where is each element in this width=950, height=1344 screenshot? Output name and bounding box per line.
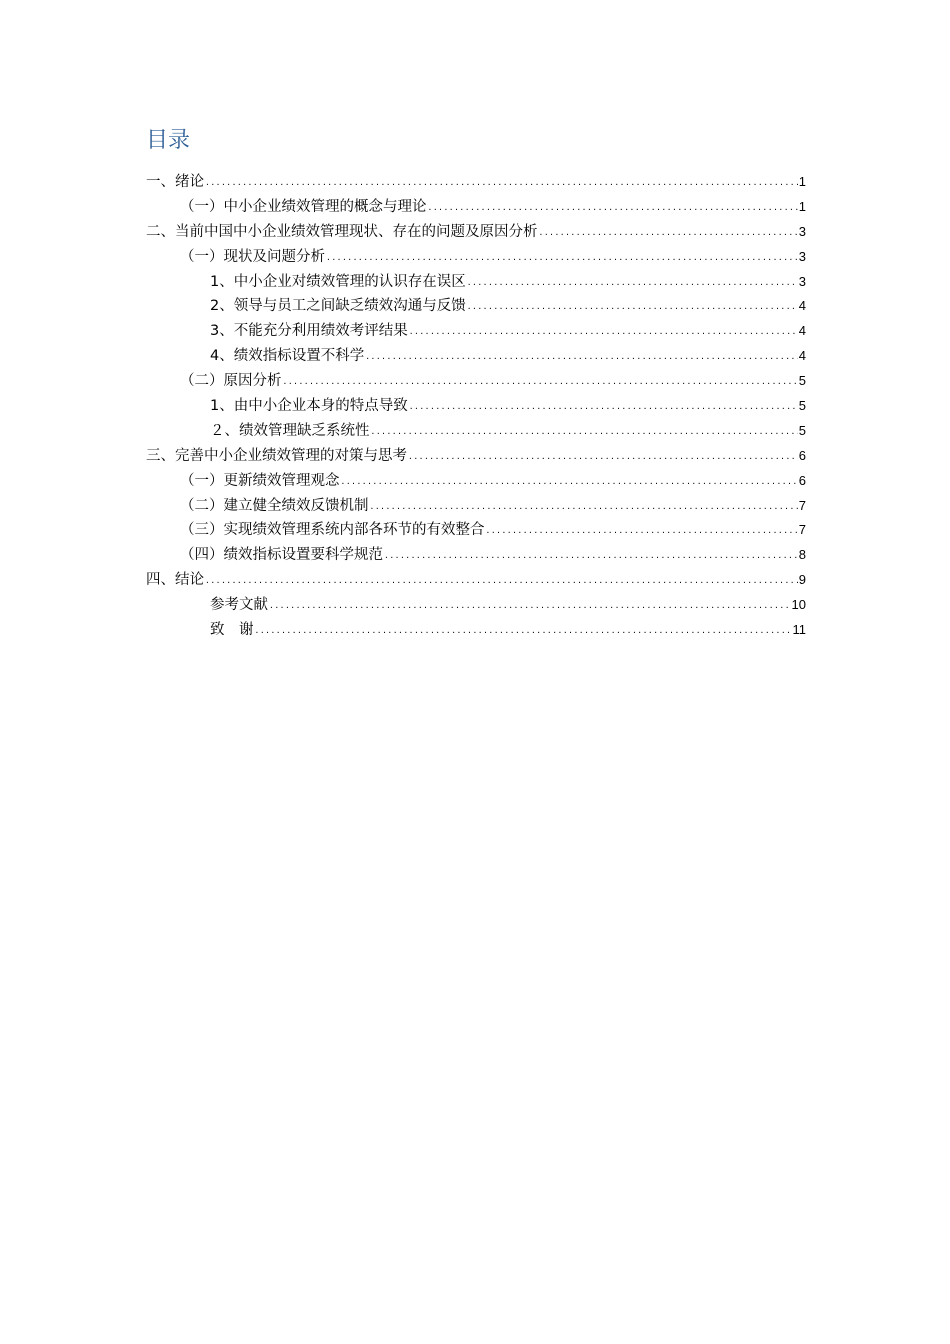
toc-entry[interactable]	[146, 394, 806, 419]
toc-entry[interactable]	[146, 294, 806, 319]
table-of-contents	[146, 170, 806, 643]
toc-entry-page-number: 7	[798, 497, 806, 513]
toc-entry-label: 4、绩效指标设置不科学	[210, 348, 365, 365]
toc-entry-page-number: 3	[798, 223, 806, 239]
toc-entry[interactable]	[146, 170, 806, 195]
dot-leader	[408, 445, 798, 470]
toc-entry-label: 3、不能充分利用绩效考评结果	[210, 323, 408, 340]
toc-entry-page-number: 1	[798, 198, 806, 214]
dot-leader	[365, 345, 798, 370]
toc-entry-label: （二）原因分析	[180, 373, 282, 390]
dot-leader	[371, 420, 798, 445]
toc-entry-label: 1、由中小企业本身的特点导致	[210, 398, 408, 415]
toc-entry[interactable]	[146, 195, 806, 220]
dot-leader	[409, 320, 798, 345]
toc-entry[interactable]	[146, 245, 806, 270]
toc-entry[interactable]	[146, 518, 806, 543]
toc-heading: 目录	[146, 128, 191, 153]
toc-entry-page-number: 3	[798, 248, 806, 264]
toc-entry-page-number: 6	[798, 447, 806, 463]
toc-entry-label: 致 谢	[210, 622, 254, 639]
toc-entry-page-number: 9	[798, 572, 806, 588]
toc-entry-label: 2、领导与员工之间缺乏绩效沟通与反馈	[210, 298, 466, 315]
toc-entry-label: （一）中小企业绩效管理的概念与理论	[180, 198, 427, 215]
toc-entry-page-number: 4	[798, 323, 806, 339]
toc-entry[interactable]	[146, 270, 806, 295]
toc-entry-page-number: 1	[798, 174, 806, 189]
dot-leader	[409, 395, 798, 420]
toc-entry-page-number: 4	[798, 298, 806, 314]
toc-entry[interactable]	[146, 543, 806, 568]
toc-entry[interactable]	[146, 469, 806, 494]
toc-entry[interactable]	[146, 369, 806, 394]
toc-entry[interactable]	[146, 419, 806, 444]
dot-leader	[428, 196, 798, 221]
toc-entry[interactable]	[146, 319, 806, 344]
toc-entry[interactable]	[146, 494, 806, 519]
dot-leader	[205, 171, 798, 196]
toc-entry-page-number: 5	[798, 398, 806, 414]
toc-entry-page-number: 3	[798, 273, 806, 289]
toc-entry-label: （一）更新绩效管理观念	[180, 472, 340, 489]
dot-leader	[205, 569, 798, 594]
toc-entry-label: 四、结论	[146, 572, 204, 589]
toc-entry-label: 三、完善中小企业绩效管理的对策与思考	[146, 447, 407, 464]
toc-entry-label: 1、中小企业对绩效管理的认识存在误区	[210, 273, 466, 290]
dot-leader	[326, 246, 798, 271]
toc-entry-page-number: 5	[798, 373, 806, 389]
toc-entry[interactable]	[146, 344, 806, 369]
toc-entry-page-number: 11	[792, 622, 806, 638]
dot-leader	[269, 594, 791, 619]
dot-leader	[370, 495, 798, 520]
toc-entry-label: （四）绩效指标设置要科学规范	[180, 547, 383, 564]
toc-entry-label: ２、绩效管理缺乏系统性	[210, 422, 370, 439]
dot-leader	[539, 221, 798, 246]
toc-entry-label: 一、绪论	[146, 174, 204, 190]
toc-entry[interactable]	[146, 220, 806, 245]
toc-entry[interactable]	[146, 593, 806, 618]
toc-entry-page-number: 7	[798, 522, 806, 538]
toc-entry-label: 二、当前中国中小企业绩效管理现状、存在的问题及原因分析	[146, 223, 538, 240]
dot-leader	[486, 519, 798, 544]
dot-leader	[384, 544, 798, 569]
dot-leader	[283, 370, 798, 395]
toc-entry-page-number: 5	[798, 422, 806, 438]
dot-leader	[341, 470, 798, 495]
toc-entry-page-number: 4	[798, 348, 806, 364]
toc-entry-label: （三）实现绩效管理系统内部各环节的有效整合	[180, 522, 485, 539]
toc-entry-label: （二）建立健全绩效反馈机制	[180, 497, 369, 514]
toc-entry-page-number: 8	[798, 547, 806, 563]
dot-leader	[467, 295, 798, 320]
dot-leader	[255, 619, 792, 644]
dot-leader	[467, 271, 798, 296]
toc-entry-page-number: 10	[791, 597, 806, 613]
toc-entry-label: 参考文献	[210, 597, 268, 614]
toc-entry[interactable]	[146, 568, 806, 593]
toc-entry-label: （一）现状及问题分析	[180, 248, 325, 265]
toc-entry-page-number: 6	[798, 472, 806, 488]
toc-entry[interactable]	[146, 444, 806, 469]
toc-entry[interactable]	[146, 618, 806, 643]
